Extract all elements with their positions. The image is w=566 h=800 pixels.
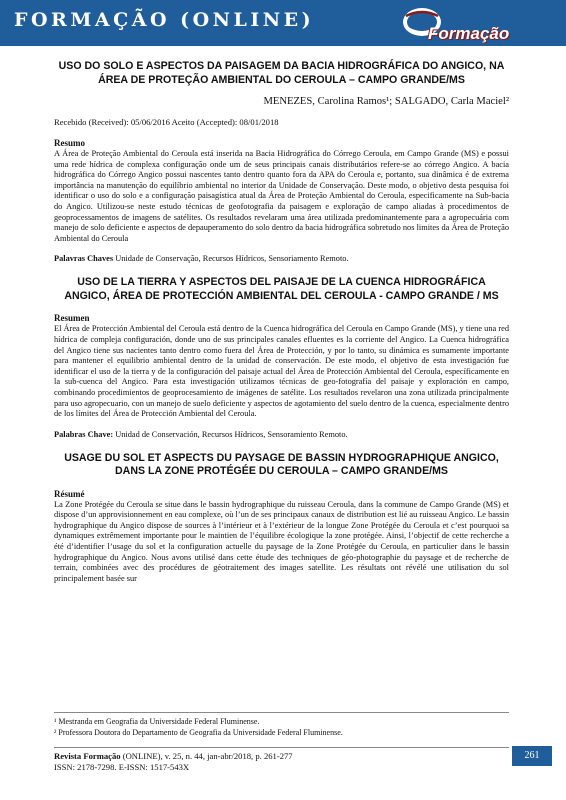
logo-text: Formação [428,24,510,43]
article-title-es: USO DE LA TIERRA Y ASPECTOS DEL PAISAJE DE LA CUENCA HIDROGRÁFICA ANGICO, ÁREA DE PROTECCIÓN AMBIENTAL DEL CEROULA - CAMPO GRANDE / MS [64,276,499,302]
received-date-line: Recebido (Received): 05/06/2016 Aceito (Accepted): 08/01/2018 [54,117,279,127]
authors-line: MENEZES, Carolina Ramos¹; SALGADO, Carla Maciel² [263,96,509,107]
abstract-text-pt: A Área de Proteção Ambiental do Ceroula está inserida na Bacia Hidrográfica do Córrego Ceroula, em Campo Grande (MS) e possui uma rede hídrica de complexa configuração onde um de seus principais canais distributários refere-se ao córrego Angico. A bacia hidrográfica do Córrego Angico possui nascentes tanto dentro quanto fora da APA do Ceroula e, portanto, sua dinâmica é de extrema importância na manutenção do equilíbrio ambiental no interior da Unidade de Conservação. Deste modo, o objetivo desta pesquisa foi identificar o uso do solo e a configuração paisagística atual da Área de Proteção Ambiental do Ceroula, especificamente na Sub-bacia do Angico. Utilizou-se neste estudo técnicas de geofotografia da paisagem e exploração de campo aliadas à procedimentos de geoprocessamentos de imagens de satélites. Os resultados revelaram uma área utilizada predominantemente para a agropecuária com manejo de solo deficiente e aspectos de depauperamento do solo dentro da bacia hidrográfica sobretudo nos limites da Área de Proteção Ambiental do Ceroula [54,149,509,243]
page-footer [54,751,494,773]
article-title-pt: USO DO SOLO E ASPECTOS DA PAISAGEM DA BACIA HIDROGRÁFICA DO ANGICO, NA ÁREA DE PROTEÇÃO AMBIENTAL DO CEROULA – CAMPO GRANDE/MS [58,60,505,86]
journal-title: FORMAÇÃO (ONLINE) [14,9,315,31]
page-number: 261 [512,746,552,766]
abstract-text-es: El Área de Protección Ambiental del Ceroula está dentro de la Cuenca hidrográfica del Ceroula en Campo Grande (MS), y tiene una red hídrica de compleja configuración, donde uno de sus principales canales efluentes es la corriente del Angico. La Cuenca hidrográfica del Angico tiene sus nacientes tanto dentro como fuera del Área de Protección, y por lo tanto, su dinámica es sumamente importante para mantener el equilibrio ambiental dentro de la unidad de conservación. De este modo, el objetivo de esta investigación fue identificar el uso de la tierra y de la configuración del paisaje actual del Área de Protección Ambiental del Ceroula, específicamente en la sub-cuenca del Angico. Para esta investigación utilizamos técnicas de geo-fotografía del paisaje y exploración en campo, combinando procedimientos de geoprocesamiento de imágenes de satélite. Los resultados revelaron una zona utilizada principalmente para uso agropecuario, con un manejo de suelo deficiente y aspectos de agotamiento del suelo dentro de la cuenca, especialmente dentro de los límites del Área de Protección Ambiental del Ceroula. [54,324,510,419]
keywords-value-pt: Unidade de Conservação, Recursos Hídricos, Sensoriamento Remoto. [113,254,349,264]
article-content [54,60,509,584]
footer-divider [54,747,509,748]
article-title-fr: USAGE DU SOL ET ASPECTS DU PAYSAGE DE BASSIN HYDROGRAPHIQUE ANGICO, DANS LA ZONE PROTÉGÉE DU CEROULA – CAMPO GRANDE/MS [64,451,499,478]
keywords-value-es: Unidad de Conservación, Recursos Hídricos, Sensoramiento Remoto. [113,429,348,439]
abstract-heading-fr: Résumé [54,488,85,499]
keywords-pt [54,253,509,264]
footnote-1: ¹ Mestranda em Geografia da Universidade Federal Fluminense. [54,717,260,726]
abstract-heading-es: Resumen [54,313,90,324]
keywords-label-es: Palabras Chave: [54,429,114,439]
journal-name: Revista Formação [54,751,121,761]
issn-line: ISSN: 2178-7298. E-ISSN: 1517-543X [54,762,190,772]
abstract-heading-pt: Resumo [54,138,85,148]
citation-text: (ONLINE), v. 25, n. 44, jan-abr/2018, p. 261-277 [120,751,293,761]
abstract-text-fr: La Zone Protégée du Ceroula se situe dans le bassin hydrographique du ruisseau Ceroula, dans la commune de Campo Grande (MS) et dispose d’un approvisionnement en eau complexe, où l’un de ses principaux canaux de distribution est lié au ruisseau Angico. Le bassin hydrographique du Angico dispose de sources à l’intérieur et à l’extérieur de la longue Zone Protégée du Ceroula et c’est pourquoi sa dynamiques extrêmement importante pour le maintien de l’équilibre écologique la zone protégée. Ainsi, l’objectif de cette recherche a été d’identifier l’usage du sol et la configuration actuelle du paysage de la Zone Protégée du Ceroula, en particulier dans le bassin hydrographique du Angico. Nous avons utilisé dans cette étude des techniques de géo-photographie du paysage et de recherche de terrain, combinées avec des procédures de géotraitement des images satellite. Les résultats ont révélé une utilisation du sol principalement basée sur [54,499,509,583]
keywords-es [54,429,509,440]
keywords-label-pt: Palavras Chaves [54,254,114,264]
citation-line [54,751,494,762]
footnote-2: ² Professora Doutora do Departamento de Geografia da Universidade Federal Fluminense. [54,727,343,737]
footnotes [54,712,509,738]
